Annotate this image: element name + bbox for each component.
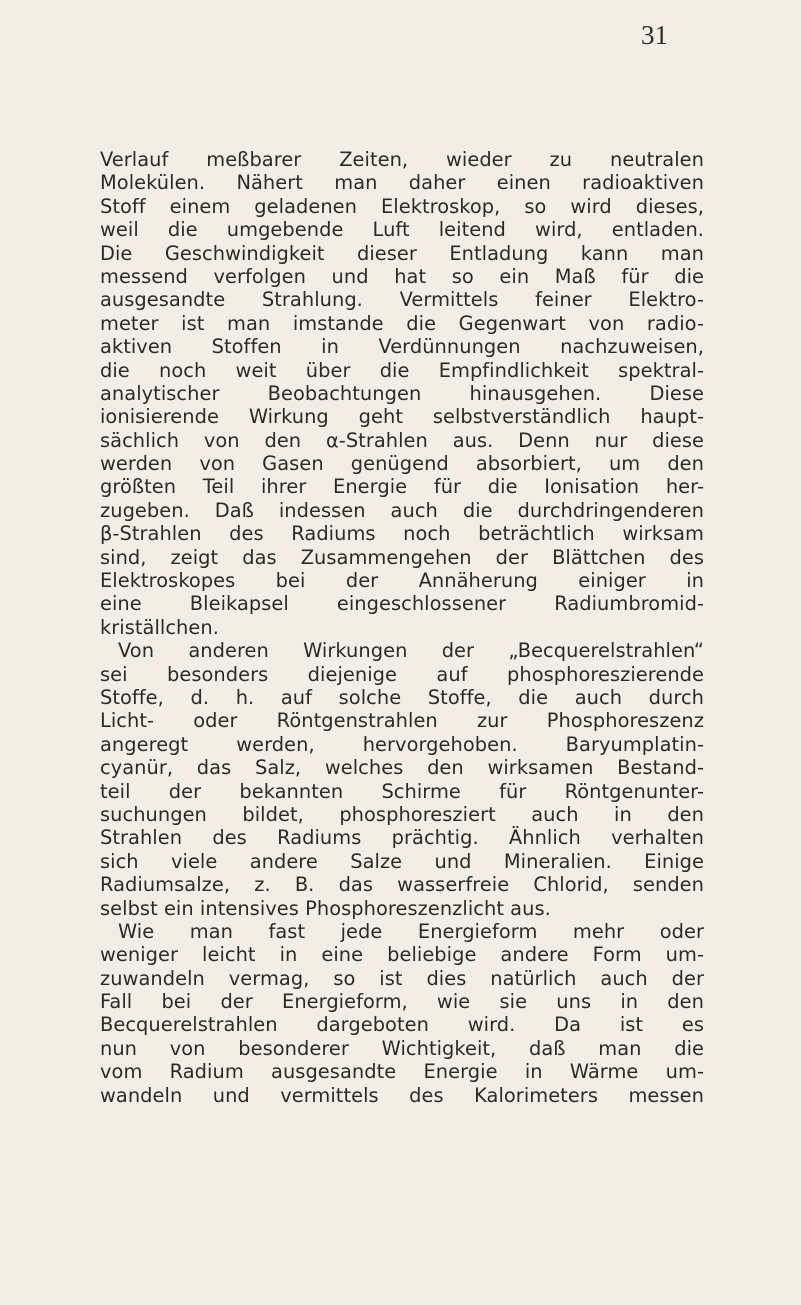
text-line: Strahlen des Radiums prächtig. Ähnlich verhalten (100, 826, 704, 850)
paragraph-energy-conversion (100, 920, 704, 1107)
text-line: sind, zeigt das Zusammengehen der Blättchen des (100, 545, 704, 569)
text-line: ausgesandte Strahlung. Vermittels feiner Elektro- (100, 288, 704, 312)
text-line: cyanür, das Salz, welches den wirksamen Bestand- (100, 756, 704, 780)
text-line: messend verfolgen und hat so ein Maß für die (100, 264, 704, 288)
text-line: Fall bei der Energieform, wie sie uns in den (100, 990, 704, 1014)
text-line: Radiumsalze, z. B. das wasserfreie Chlorid, senden (100, 873, 704, 897)
text-line: zuwandeln vermag, so ist dies natürlich auch der (100, 966, 704, 990)
body-text (100, 148, 704, 1107)
text-line: meter ist man imstande die Gegenwart von radio- (100, 311, 704, 335)
text-line: weil die umgebende Luft leitend wird, entladen. (100, 218, 704, 242)
text-line: β-Strahlen des Radiums noch beträchtlich wirksam (100, 522, 704, 546)
text-line: größten Teil ihrer Energie für die Ionisation her- (100, 475, 704, 499)
text-line: werden von Gasen genügend absorbiert, um den (100, 452, 704, 476)
text-line: suchungen bildet, phosphoresziert auch in den (100, 802, 704, 826)
text-line: Molekülen. Nähert man daher einen radioaktiven (100, 171, 704, 195)
text-line: eine Bleikapsel eingeschlossener Radiumbromid- (100, 592, 704, 616)
paragraph-ionization (100, 148, 704, 639)
text-line: weniger leicht in eine beliebige andere Form um- (100, 943, 704, 967)
text-line: die noch weit über die Empfindlichkeit spektral- (100, 358, 704, 382)
text-line: Becquerelstrahlen dargeboten wird. Da ist es (100, 1013, 704, 1037)
text-line: zugeben. Daß indessen auch die durchdringenderen (100, 498, 704, 522)
text-line: ionisierende Wirkung geht selbstverständlich haupt- (100, 405, 704, 429)
text-line: nun von besonderer Wichtigkeit, daß man die (100, 1036, 704, 1060)
text-line: Die Geschwindigkeit dieser Entladung kann man (100, 241, 704, 265)
text-line: sei besonders diejenige auf phosphoreszierende (100, 662, 704, 686)
text-line: aktiven Stoffen in Verdünnungen nachzuweisen, (100, 335, 704, 359)
text-line: selbst ein intensives Phosphoreszenzlicht aus. (100, 896, 551, 920)
text-line: wandeln und vermittels des Kalorimeters messen (100, 1083, 704, 1107)
text-line: Stoffe, d. h. auf solche Stoffe, die auch durch (100, 685, 704, 709)
text-line: sich viele andere Salze und Mineralien. Einige (100, 849, 704, 873)
text-line: vom Radium ausgesandte Energie in Wärme um- (100, 1060, 704, 1084)
text-line: kriställchen. (100, 615, 219, 639)
text-line: Stoff einem geladenen Elektroskop, so wird dieses, (100, 194, 704, 218)
text-line: Elektroskopes bei der Annäherung einiger in (100, 569, 704, 593)
text-line: Von anderen Wirkungen der „Becquerelstrahlen“ (118, 639, 704, 663)
page-number: 31 (641, 20, 668, 50)
text-line: teil der bekannten Schirme für Röntgenunter- (100, 779, 704, 803)
text-line: sächlich von den α-Strahlen aus. Denn nur diese (100, 428, 704, 452)
text-line: Licht- oder Röntgenstrahlen zur Phosphoreszenz (100, 709, 704, 733)
text-line: analytischer Beobachtungen hinausgehen. Diese (100, 381, 704, 405)
text-line: Verlauf meßbarer Zeiten, wieder zu neutralen (100, 148, 704, 171)
paragraph-phosphorescence (100, 639, 704, 920)
text-line: angeregt werden, hervorgehoben. Baryumplatin- (100, 732, 704, 756)
text-line: Wie man fast jede Energieform mehr oder (118, 919, 704, 943)
